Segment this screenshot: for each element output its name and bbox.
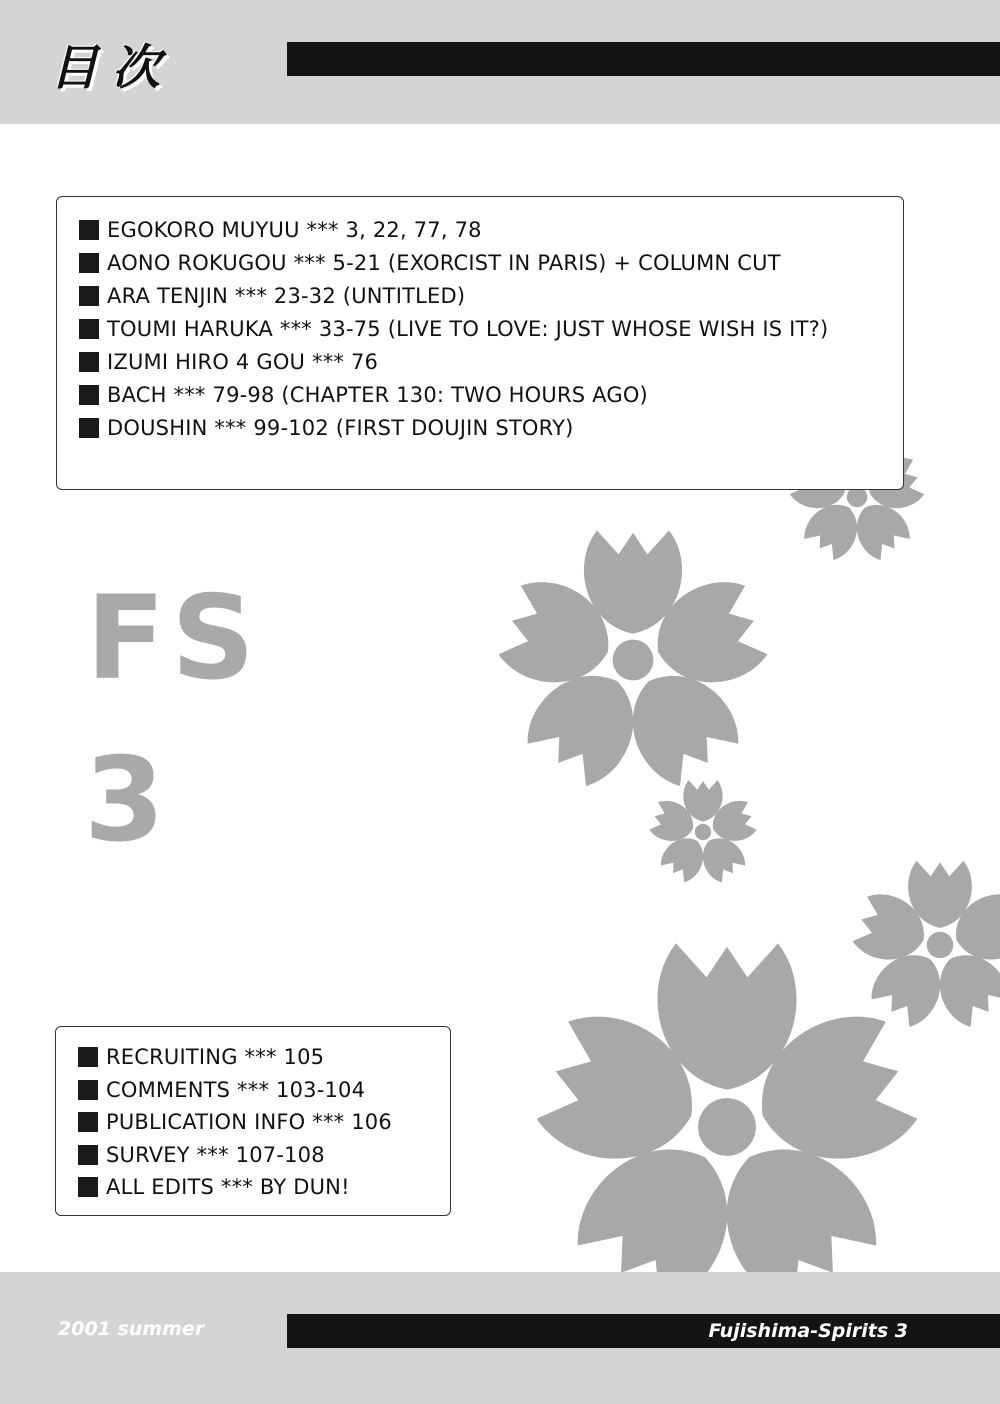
footer-book-title: Fujishima-Spirits 3 <box>708 1320 908 1342</box>
list-item: TOUMI HARUKA *** 33-75 (LIVE TO LOVE: JUST WHOSE WISH IS IT?) <box>79 312 828 345</box>
watermark-fs: FS <box>86 571 261 706</box>
list-item: ALL EDITS *** BY DUN! <box>78 1171 392 1204</box>
black-square-bullet-icon <box>79 220 99 240</box>
black-square-bullet-icon <box>79 418 99 438</box>
contents-list <box>79 213 828 444</box>
list-item: SURVEY *** 107-108 <box>78 1139 392 1172</box>
cherry-blossom-icon <box>648 780 759 885</box>
black-square-bullet-icon <box>78 1112 98 1132</box>
black-square-bullet-icon <box>79 319 99 339</box>
footer-season: 2001 summer <box>58 1318 205 1340</box>
black-square-bullet-icon <box>79 253 99 273</box>
black-square-bullet-icon <box>78 1145 98 1165</box>
black-square-bullet-icon <box>78 1177 98 1197</box>
cherry-blossom-icon <box>850 861 1000 1032</box>
page-title: 目次 <box>50 40 175 96</box>
black-square-bullet-icon <box>79 352 99 372</box>
watermark-issue-number: 3 <box>84 733 171 868</box>
extras-panel <box>55 1026 451 1216</box>
list-item: RECRUITING *** 105 <box>78 1041 392 1074</box>
extras-list <box>78 1041 392 1204</box>
list-item: AONO ROKUGOU *** 5-21 (EXORCIST IN PARIS) + COLUMN CUT <box>79 246 828 279</box>
list-item: DOUSHIN *** 99-102 (FIRST DOUJIN STORY) <box>79 411 828 444</box>
footer-bar <box>287 1314 1000 1348</box>
black-square-bullet-icon <box>79 385 99 405</box>
header-bar <box>287 42 1000 76</box>
list-item: PUBLICATION INFO *** 106 <box>78 1106 392 1139</box>
contents-panel <box>56 196 904 490</box>
list-item: EGOKORO MUYUU *** 3, 22, 77, 78 <box>79 213 828 246</box>
list-item: COMMENTS *** 103-104 <box>78 1074 392 1107</box>
black-square-bullet-icon <box>78 1047 98 1067</box>
list-item: IZUMI HIRO 4 GOU *** 76 <box>79 345 828 378</box>
cherry-blossom-icon <box>531 943 923 1316</box>
list-item: BACH *** 79-98 (CHAPTER 130: TWO HOURS AGO) <box>79 378 828 411</box>
cherry-blossom-icon <box>495 530 772 793</box>
list-item: ARA TENJIN *** 23-32 (UNTITLED) <box>79 279 828 312</box>
black-square-bullet-icon <box>79 286 99 306</box>
black-square-bullet-icon <box>78 1080 98 1100</box>
